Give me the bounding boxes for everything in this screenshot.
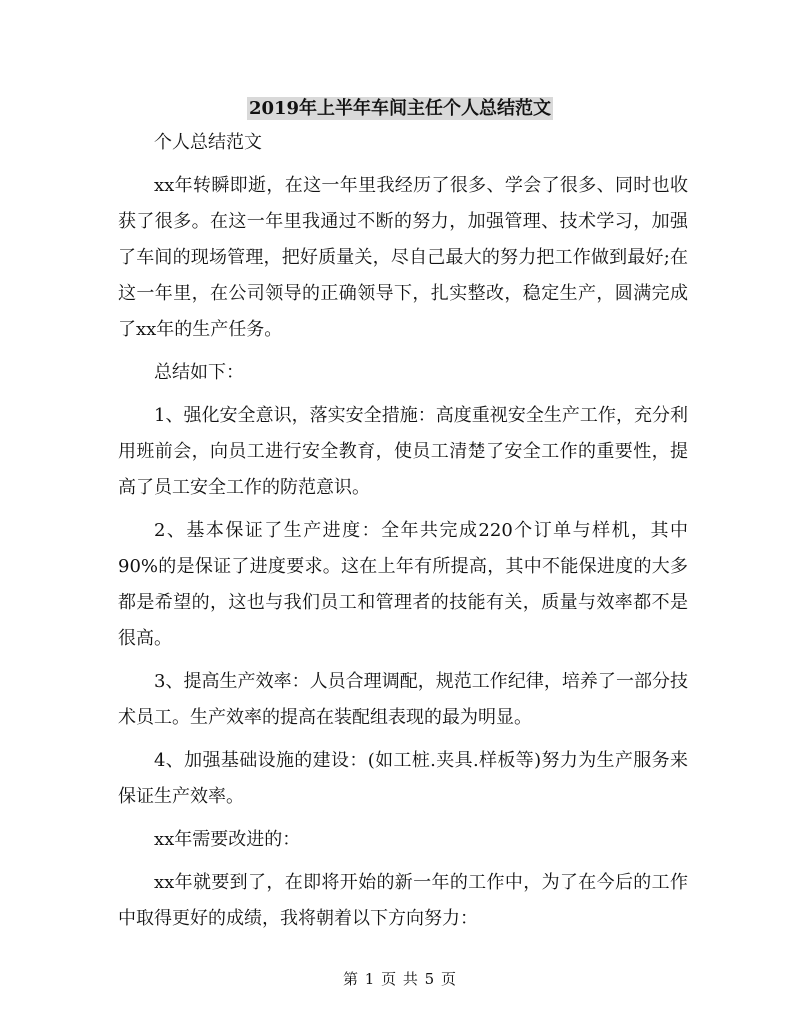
paragraph-item-1: 1、强化安全意识，落实安全措施：高度重视安全生产工作，充分利用班前会，向员工进行安全教育，使员工清楚了安全工作的重要性，提高了员工安全工作的防范意识。: [118, 405, 688, 498]
paragraph-summary-label: 总结如下：: [154, 362, 244, 383]
page-footer: 第 1 页 共 5 页: [343, 970, 457, 988]
paragraph-item-2: 2、基本保证了生产进度：全年共完成220个订单与样机，其中90%的是保证了进度要求。这在上年有所提高，其中不能保进度的大多都是希望的，这也与我们员工和管理者的技能有关，质量与效率都不是很高。: [118, 520, 688, 649]
paragraph-improvement-label: xx年需要改进的：: [154, 829, 301, 850]
document-title: 2019年上半年车间主任个人总结范文: [248, 98, 552, 119]
paragraph-intro: xx年转瞬即逝，在这一年里我经历了很多、学会了很多、同时也收获了很多。在这一年里我通过不断的努力，加强管理、技术学习，加强了车间的现场管理，把好质量关，尽自己最大的努力把工作做到最好;在这一年里，在公司领导的正确领导下，扎实整改，稳定生产，圆满完成了xx年的生产任务。: [118, 175, 688, 340]
paragraph-outlook: xx年就要到了，在即将开始的新一年的工作中，为了在今后的工作中取得更好的成绩，我将朝着以下方向努力：: [118, 872, 688, 929]
paragraph-heading: 个人总结范文: [154, 132, 262, 153]
document-body: [118, 125, 688, 944]
paragraph-item-3: 3、提高生产效率：人员合理调配，规范工作纪律，培养了一部分技术员工。生产效率的提高在装配组表现的最为明显。: [118, 671, 688, 728]
paragraph-item-4: 4、加强基础设施的建设：(如工桩.夹具.样板等)努力为生产服务来保证生产效率。: [118, 750, 688, 807]
document-title-wrap: [0, 94, 800, 120]
